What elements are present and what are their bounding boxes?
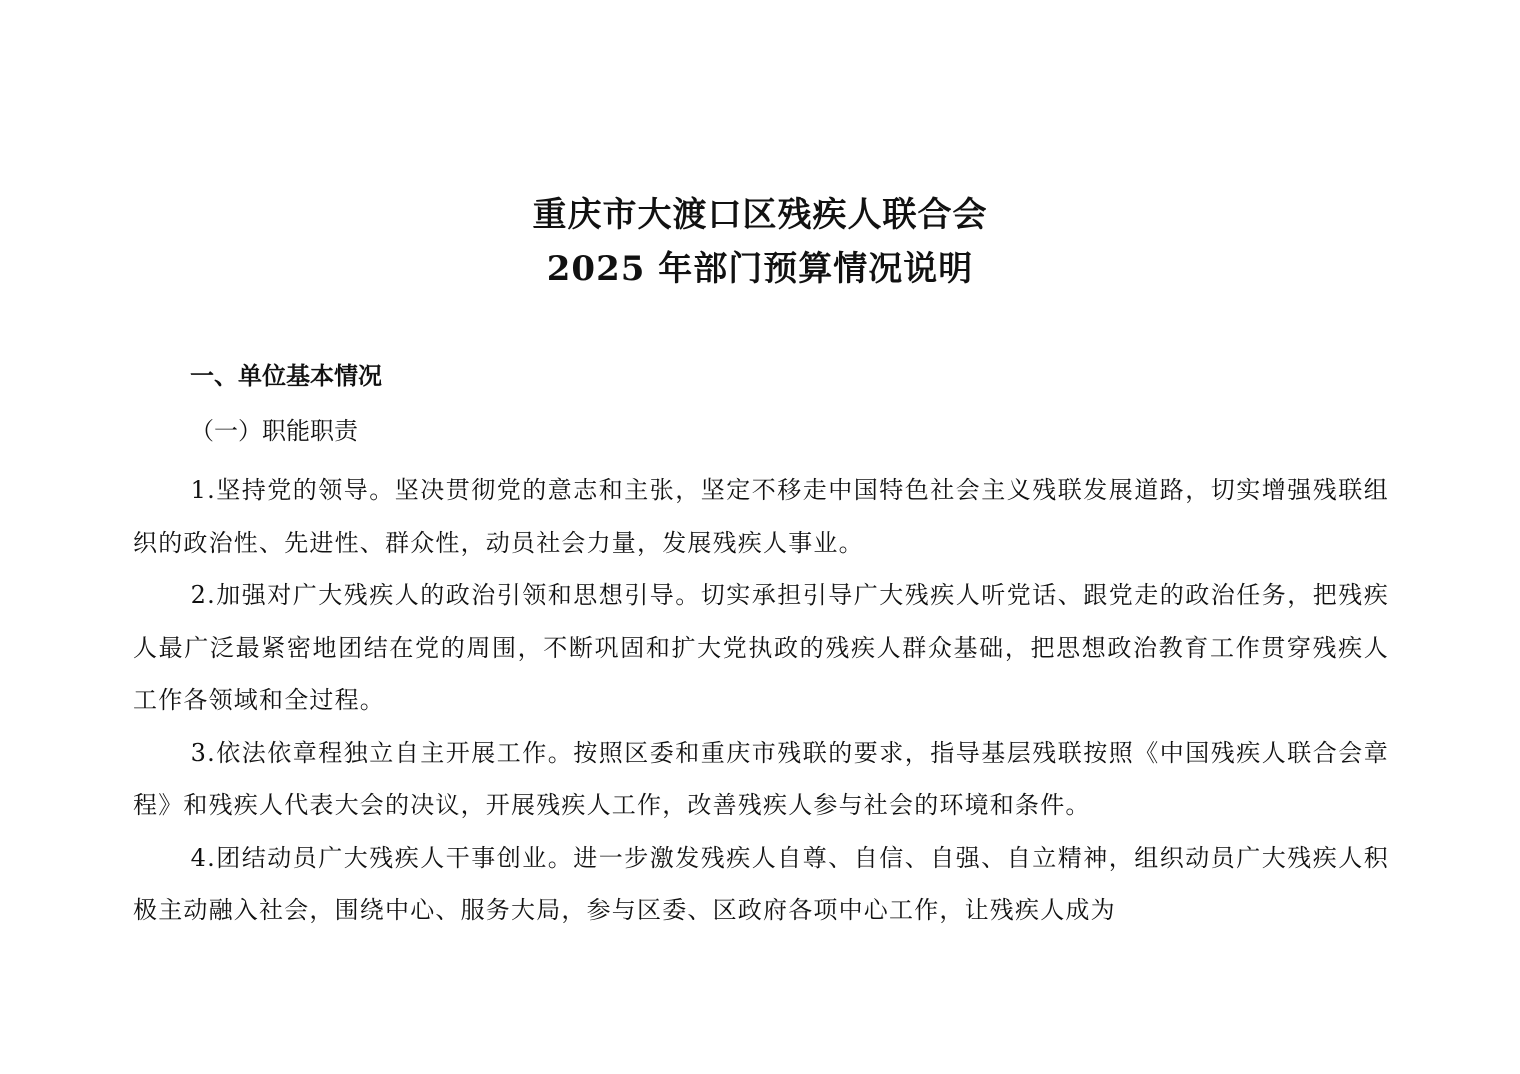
section-heading: 一、单位基本情况 [190,362,382,390]
paragraph-4: 4.团结动员广大残疾人干事创业。进一步激发残疾人自尊、自信、自强、自立精神，组织动员广大残疾人积极主动融入社会，围绕中心、服务大局，参与区委、区政府各项中心工作，让残疾人成为 [133,843,1389,924]
title-line-report: 2025 年部门预算情况说明 [546,249,974,289]
document-body [133,464,1389,937]
document-title [0,188,1520,296]
sub-heading: （一）职能职责 [190,417,358,445]
paragraph-1: 1.坚持党的领导。坚决贯彻党的意志和主张，坚定不移走中国特色社会主义残联发展道路，切实增强残联组织的政治性、先进性、群众性，动员社会力量，发展残疾人事业。 [133,476,1389,557]
paragraph-2: 2.加强对广大残疾人的政治引领和思想引导。切实承担引导广大残疾人听党话、跟党走的政治任务，把残疾人最广泛最紧密地团结在党的周围，不断巩固和扩大党执政的残疾人群众基础，把思想政治教育工作贯穿残疾人工作各领域和全过程。 [133,581,1389,714]
paragraph-3: 3.依法依章程独立自主开展工作。按照区委和重庆市残联的要求，指导基层残联按照《中国残疾人联合会章程》和残疾人代表大会的决议，开展残疾人工作，改善残疾人参与社会的环境和条件。 [133,738,1389,819]
title-line-organization: 重庆市大渡口区残疾人联合会 [532,195,988,235]
